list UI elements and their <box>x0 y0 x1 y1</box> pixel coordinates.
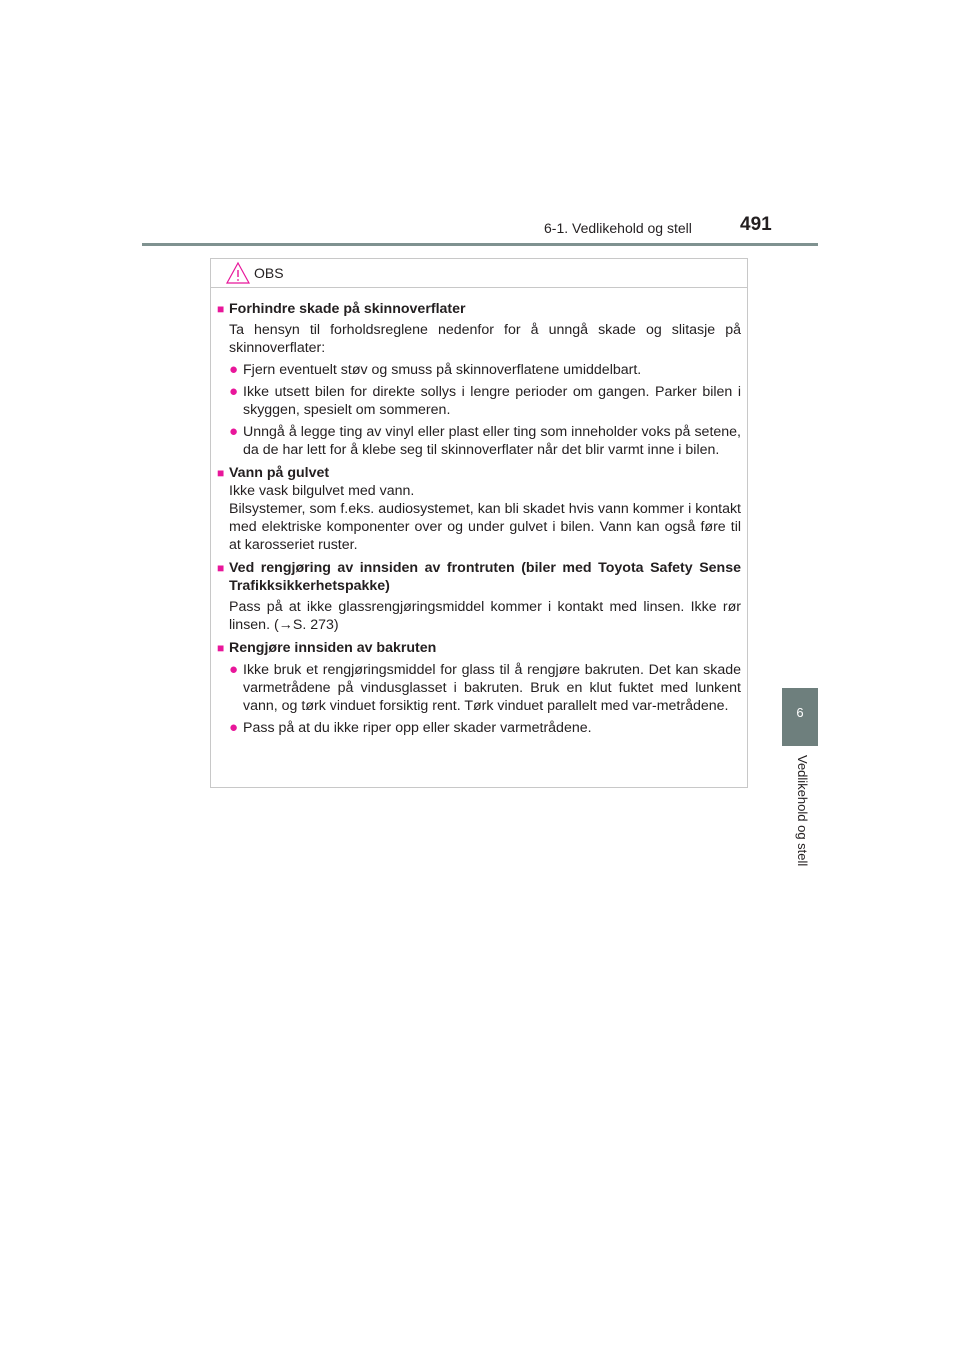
section-heading: ■ Rengjøre innsiden av bakruten <box>217 640 437 656</box>
section-title: 6-1. Vedlikehold og stell <box>544 220 692 236</box>
page-number: 491 <box>740 214 772 235</box>
circle-bullet-icon: ● <box>229 719 239 736</box>
square-bullet-icon: ■ <box>217 641 225 655</box>
paragraph: Bilsystemer, som f.eks. audiosystemet, kan bli skadet hvis vann kommer i kontakt med elektriske komponenter over og under gulvet i bilen. Vann kan også føre til at karosseriet ruster. <box>229 501 741 553</box>
list-item: ● Fjern eventuelt støv og smuss på skinnoverflatene umiddelbart. <box>229 361 642 378</box>
notice-title: OBS <box>254 265 284 281</box>
header-rule <box>142 243 818 246</box>
list-item: ● Pass på at du ikke riper opp eller skader varmetrådene. <box>229 719 592 736</box>
notice-header <box>211 259 747 288</box>
paragraph: Ta hensyn til forholdsreglene nedenfor for å unngå skade og slitasje på skinnoverflater: <box>229 322 741 356</box>
chapter-tab-number: 6 <box>782 688 818 746</box>
section-heading: ■ Ved rengjøring av innsiden av frontruten (biler med Toyota Safety Sense Trafikksikkerhetspakke) <box>217 560 741 594</box>
list-item: ● Unngå å legge ting av vinyl eller plast eller ting som inneholder voks på setene, da de har lett for å klebe seg til skinnoverflater når det blir varmt inne i bilen. <box>229 423 741 458</box>
section-heading: ■ Forhindre skade på skinnoverflater <box>217 301 466 317</box>
paragraph: Pass på at ikke glassrengjøringsmiddel kommer i kontakt med linsen. Ikke rør linsen. (→S. 273) <box>229 599 741 633</box>
warning-triangle-icon <box>225 261 251 285</box>
list-item: ● Ikke bruk et rengjøringsmiddel for glass til å rengjøre bakruten. Det kan skade varmetrådene på vindusglasset i bakruten. Bruk en klut fuktet med lunkent vann, og tørk vinduet forsiktig rent. Tørk vinduet parallelt med var-metrådene. <box>229 661 741 714</box>
square-bullet-icon: ■ <box>217 466 225 480</box>
circle-bullet-icon: ● <box>229 361 239 378</box>
section-heading: ■ Vann på gulvet <box>217 465 330 481</box>
notice-box <box>210 258 748 788</box>
square-bullet-icon: ■ <box>217 302 225 316</box>
square-bullet-icon: ■ <box>217 561 225 575</box>
chapter-tab-label: Vedlikehold og stell <box>795 755 810 867</box>
circle-bullet-icon: ● <box>229 661 239 678</box>
circle-bullet-icon: ● <box>229 423 239 440</box>
list-item: ● Ikke utsett bilen for direkte sollys i lengre perioder om gangen. Parker bilen i skyggen, spesielt om sommeren. <box>229 383 741 418</box>
paragraph: Ikke vask bilgulvet med vann. <box>229 483 415 499</box>
notice-body <box>211 288 747 737</box>
circle-bullet-icon: ● <box>229 383 239 400</box>
